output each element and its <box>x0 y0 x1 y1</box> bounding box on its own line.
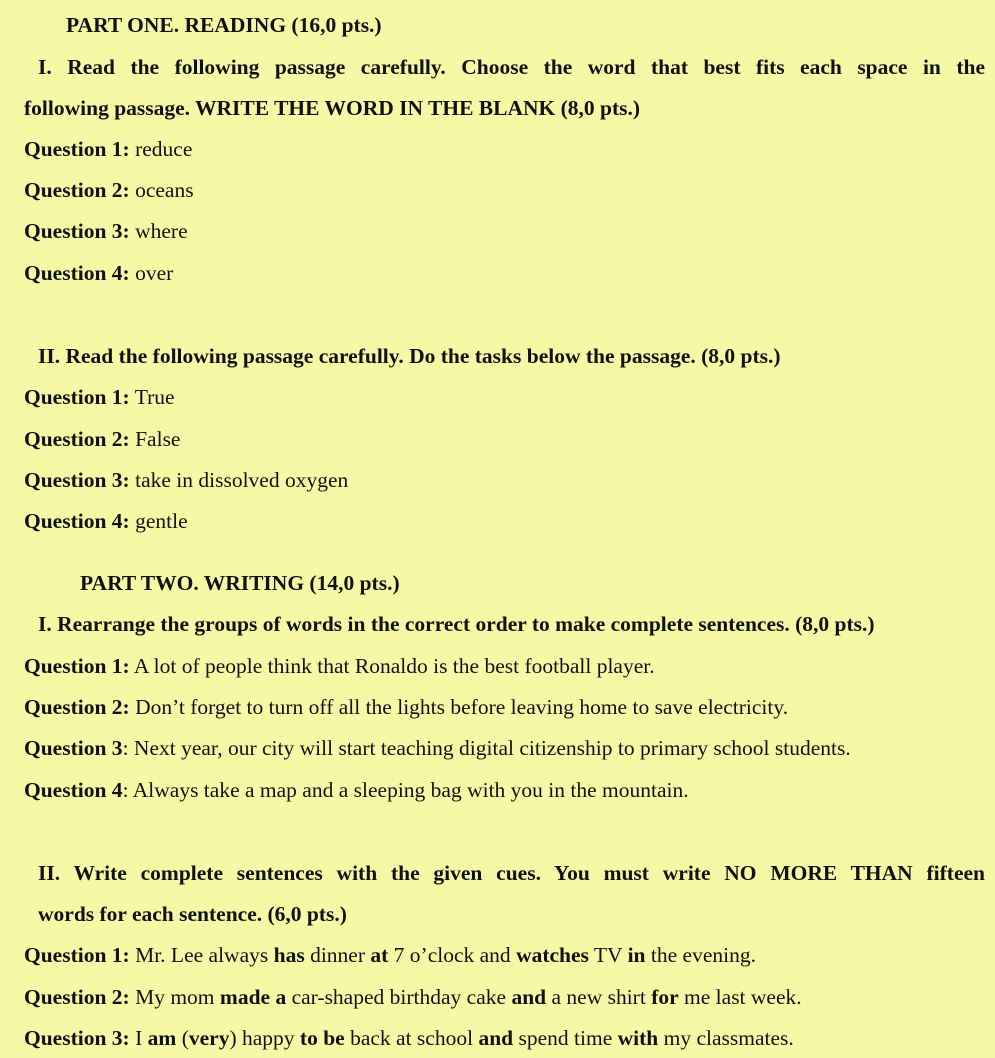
answer-row <box>24 260 173 286</box>
answer-text: car-shaped birthday cake <box>291 985 507 1009</box>
question-label: Question 3: <box>24 1026 130 1050</box>
answer-row <box>24 426 180 452</box>
part-two-title: PART TWO. WRITING (14,0 pts.) <box>80 571 400 595</box>
part-one-section-1-instruction-line-1: I. Read the following passage carefully. Choose the word that best fits each space in the <box>38 55 985 79</box>
question-label: Question 1: <box>24 654 130 678</box>
part-two-section-1-instruction: I. Rearrange the groups of words in the correct order to make complete sentences. (8,0 pts.) <box>38 612 875 636</box>
answer-text: spend time <box>518 1026 613 1050</box>
part-two-section-2-instruction-line-2: words for each sentence. (6,0 pts.) <box>38 902 347 926</box>
answer-row <box>24 694 788 720</box>
answer-text: me last week. <box>684 985 802 1009</box>
answer-row <box>24 467 348 493</box>
answer-row <box>24 653 655 679</box>
question-label: Question 1: <box>24 385 130 409</box>
answer-text: I <box>135 1026 143 1050</box>
part-one-title: PART ONE. READING (16,0 pts.) <box>66 13 382 37</box>
answer-text: ) happy <box>229 1026 295 1050</box>
answer-keyword: has <box>273 943 305 967</box>
answer-text: take in dissolved oxygen <box>135 468 349 492</box>
label-separator: : <box>122 778 129 802</box>
answer-keyword: made a <box>219 985 287 1009</box>
answer-text: ( <box>181 1026 189 1050</box>
answer-text: 7 o’clock and <box>393 943 511 967</box>
question-label: Question 1: <box>24 943 130 967</box>
question-label: Question 3 <box>24 736 123 760</box>
answer-row <box>24 384 175 410</box>
question-label: Question 3: <box>24 468 130 492</box>
answer-text: True <box>134 385 175 409</box>
answer-keyword: am <box>147 1026 177 1050</box>
answer-text: Don’t forget to turn off all the lights before leaving home to save electricity. <box>135 695 789 719</box>
answer-text: Always take a map and a sleeping bag with you in the mountain. <box>132 778 689 802</box>
answer-row <box>24 177 194 203</box>
answer-keyword: to be <box>299 1026 345 1050</box>
answer-row <box>24 984 802 1010</box>
answer-text: where <box>135 219 188 243</box>
question-label: Question 4: <box>24 261 130 285</box>
answer-text: TV <box>593 943 623 967</box>
answer-keyword: and <box>511 985 547 1009</box>
answer-text: reduce <box>135 137 193 161</box>
answer-keyword: in <box>627 943 646 967</box>
part-two-section-2-instruction-line-1: II. Write complete sentences with the given cues. You must write NO MORE THAN fifteen <box>38 861 985 885</box>
answer-text: A lot of people think that Ronaldo is the best football player. <box>133 654 655 678</box>
answer-text: my classmates. <box>663 1026 794 1050</box>
answer-text: False <box>135 427 181 451</box>
answer-text: dinner <box>310 943 365 967</box>
part-one-section-1-instruction-line-2: following passage. WRITE THE WORD IN THE BLANK (8,0 pts.) <box>24 96 641 120</box>
label-separator: : <box>122 736 129 760</box>
part-one-section-2-instruction: II. Read the following passage carefully. Do the tasks below the passage. (8,0 pts.) <box>38 344 781 368</box>
answer-row <box>24 1025 794 1051</box>
question-label: Question 2: <box>24 178 130 202</box>
answer-keyword: watches <box>516 943 589 967</box>
answer-keyword: for <box>651 985 679 1009</box>
answer-row <box>24 136 192 162</box>
question-label: Question 4: <box>24 509 130 533</box>
answer-text: a new shirt <box>551 985 646 1009</box>
answer-row <box>24 508 188 534</box>
answer-text: Mr. Lee always <box>135 943 269 967</box>
question-label: Question 2: <box>24 695 130 719</box>
answer-row <box>24 942 756 968</box>
answer-text: My mom <box>135 985 215 1009</box>
answer-text: gentle <box>135 509 188 533</box>
answer-text: back at school <box>350 1026 474 1050</box>
answer-keyword: and <box>478 1026 514 1050</box>
answer-text: Next year, our city will start teaching digital citizenship to primary school students. <box>133 736 851 760</box>
answer-row <box>24 735 851 761</box>
answer-text: oceans <box>135 178 194 202</box>
question-label: Question 2: <box>24 985 130 1009</box>
question-label: Question 2: <box>24 427 130 451</box>
answer-keyword: at <box>370 943 389 967</box>
answer-row <box>24 777 689 803</box>
answer-text: the evening. <box>650 943 756 967</box>
question-label: Question 4 <box>24 778 123 802</box>
answer-keyword: with <box>617 1026 659 1050</box>
answer-row <box>24 218 188 244</box>
question-label: Question 3: <box>24 219 130 243</box>
question-label: Question 1: <box>24 137 130 161</box>
answer-keyword: very <box>188 1026 230 1050</box>
answer-text: over <box>135 261 174 285</box>
